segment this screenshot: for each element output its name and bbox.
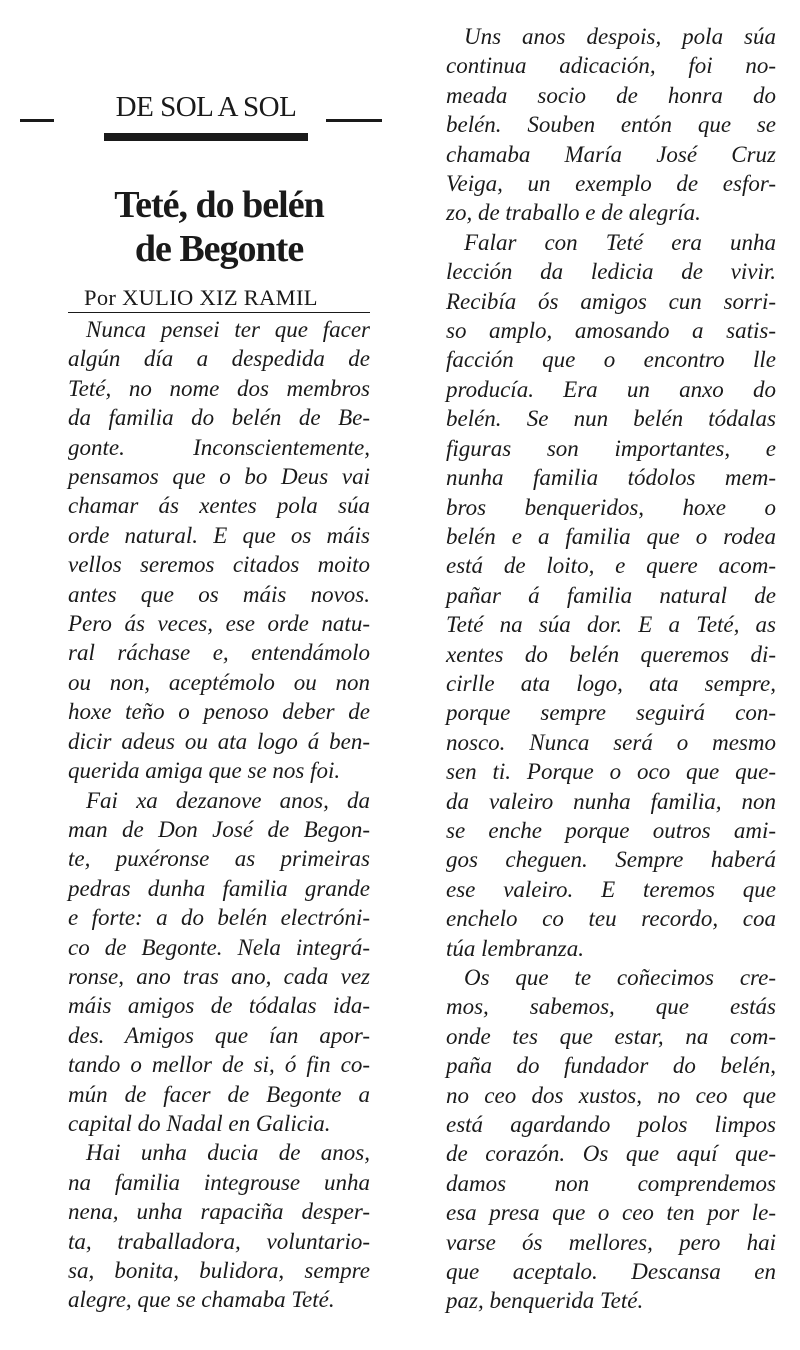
text-line: porque sempre seguirá con- xyxy=(446,700,776,726)
text-line: producía. Era un anxo do xyxy=(446,376,776,402)
text-line: meada socio de honra do xyxy=(446,82,776,108)
text-line: que aceptalo. Descansa en xyxy=(446,1259,776,1285)
text-line: zo, de traballo e de alegría. xyxy=(446,200,701,226)
text-line: Hai unha ducia de anos, xyxy=(86,1140,370,1166)
text-line: Fai xa dezanove anos, da xyxy=(86,787,370,813)
text-line: te, puxéronse as primeiras xyxy=(68,846,370,872)
text-line: belén e a familia que o rodea xyxy=(446,523,776,549)
text-line: Os que te coñecimos cre- xyxy=(464,965,776,990)
text-line: capital do Nadal en Galicia. xyxy=(68,1110,331,1136)
text-line: enchelo co teu recordo, coa xyxy=(446,906,776,932)
left-column xyxy=(68,85,370,1315)
text-line: está de loito, e quere acom- xyxy=(446,553,776,579)
text-line: co de Begonte. Nela integrá- xyxy=(68,934,370,960)
text-line: mún de facer de Begonte a xyxy=(68,1081,370,1107)
text-line: esa presa que o ceo ten por le- xyxy=(446,1200,776,1226)
text-line: na familia integrouse unha xyxy=(68,1169,370,1195)
rubric-rule-left xyxy=(20,119,54,122)
text-line: Teté, no nome dos membros xyxy=(68,375,370,401)
text-line: gos cheguen. Sempre haberá xyxy=(446,847,776,873)
text-line: de corazón. Os que aquí que- xyxy=(446,1141,776,1167)
text-line: damos non comprendemos xyxy=(446,1170,776,1196)
text-line: nena, unha rapaciña desper- xyxy=(68,1199,370,1225)
text-line: ese valeiro. E teremos que xyxy=(446,876,776,902)
text-line: orde natural. E que os máis xyxy=(68,522,370,548)
text-line: so amplo, amosando a satis- xyxy=(446,318,776,344)
article-paragraph xyxy=(446,22,776,228)
text-line: figuras son importantes, e xyxy=(446,435,776,461)
text-line: man de Don José de Begon- xyxy=(68,816,370,842)
text-line: sen ti. Porque o oco que que- xyxy=(446,759,776,785)
article-paragraph xyxy=(446,228,776,963)
text-line: vellos seremos citados moito xyxy=(68,552,370,578)
text-line: algún día a despedida de xyxy=(68,346,370,372)
text-line: tando o mellor de si, ó fin co- xyxy=(68,1052,370,1078)
text-line: está agardando polos limpos xyxy=(446,1112,776,1138)
text-line: gonte. Inconscientemente, xyxy=(68,434,370,460)
article-paragraph xyxy=(68,315,370,786)
section-title: DE SOL A SOL xyxy=(115,91,297,123)
section-rubric xyxy=(68,85,370,149)
text-line: ou non, aceptémolo ou non xyxy=(68,669,370,695)
text-line: varse ós mellores, pero hai xyxy=(446,1229,776,1255)
article-paragraph xyxy=(446,963,776,1316)
text-line: ronse, ano tras ano, cada vez xyxy=(68,963,370,989)
text-line: se enche porque outros ami- xyxy=(446,817,776,843)
article-paragraph xyxy=(68,786,370,1139)
text-line: sa, bonita, bulidora, sempre xyxy=(68,1258,370,1283)
text-line: nosco. Nunca será o mesmo xyxy=(446,729,776,755)
text-line: mos, sabemos, que estás xyxy=(446,994,776,1020)
text-line: paña do fundador do belén, xyxy=(446,1053,776,1079)
text-line: alegre, que se chamaba Teté. xyxy=(68,1287,335,1313)
headline-line: Teté, do belén xyxy=(114,184,324,226)
text-line: continua adicación, foi no- xyxy=(446,53,776,79)
text-line: chamar ás xentes pola súa xyxy=(68,493,370,519)
text-line: bros benqueridos, hoxe o xyxy=(446,494,776,520)
text-line: paz, benquerida Teté. xyxy=(446,1288,644,1314)
article-byline: Por XULIO XIZ RAMIL xyxy=(68,285,370,313)
text-line: máis amigos de tódalas ida- xyxy=(68,993,370,1019)
text-line: nunha familia tódolos mem- xyxy=(446,465,776,491)
headline-line: de Begonte xyxy=(134,228,304,270)
text-line: querida amiga que se nos foi. xyxy=(68,758,341,784)
text-line: Pero ás veces, ese orde natu- xyxy=(68,611,370,637)
text-line: onde tes que estar, na com- xyxy=(446,1023,776,1049)
text-line: xentes do belén queremos di- xyxy=(446,641,776,667)
text-line: pensamos que o bo Deus vai xyxy=(68,464,370,490)
text-line: da familia do belén de Be- xyxy=(68,405,370,431)
text-line: hoxe teño o penoso deber de xyxy=(68,699,370,725)
text-line: dicir adeus ou ata logo á ben- xyxy=(68,728,370,754)
text-line: Recibía ós amigos cun sorri- xyxy=(446,288,776,314)
rubric-underline-bar xyxy=(104,133,308,141)
text-line: Veiga, un exemplo de esfor- xyxy=(446,171,776,197)
text-line: pañar á familia natural de xyxy=(446,582,776,608)
rubric-rule-right xyxy=(326,119,382,122)
text-line: Nunca pensei ter que facer xyxy=(86,317,370,342)
text-line: e forte: a do belén electróni- xyxy=(68,905,370,931)
text-line: ta, traballadora, voluntario- xyxy=(68,1228,370,1254)
text-line: belén. Souben entón que se xyxy=(446,112,776,138)
text-line: cirlle ata logo, ata sempre, xyxy=(446,670,776,696)
text-line: belén. Se nun belén tódalas xyxy=(446,406,776,432)
right-column xyxy=(446,22,776,1316)
text-line: túa lembranza. xyxy=(446,935,584,961)
text-line: lección da ledicia de vivir. xyxy=(446,259,776,285)
text-line: no ceo dos xustos, no ceo que xyxy=(446,1082,776,1108)
text-line: ral ráchase e, entendámolo xyxy=(68,640,370,666)
article-headline xyxy=(68,183,370,271)
text-line: Teté na súa dor. E a Teté, as xyxy=(446,612,776,638)
text-line: chamaba María José Cruz xyxy=(446,141,776,167)
text-line: des. Amigos que ían apor- xyxy=(68,1022,370,1048)
text-line: Falar con Teté era unha xyxy=(464,229,776,255)
article-paragraph xyxy=(68,1138,370,1314)
text-line: antes que os máis novos. xyxy=(68,581,370,607)
text-line: da valeiro nunha familia, non xyxy=(446,788,776,814)
text-line: Uns anos despois, pola súa xyxy=(464,24,776,49)
text-line: pedras dunha familia grande xyxy=(68,875,370,901)
text-line: facción que o encontro lle xyxy=(446,347,776,373)
left-body xyxy=(68,315,370,1315)
right-body xyxy=(446,22,776,1316)
